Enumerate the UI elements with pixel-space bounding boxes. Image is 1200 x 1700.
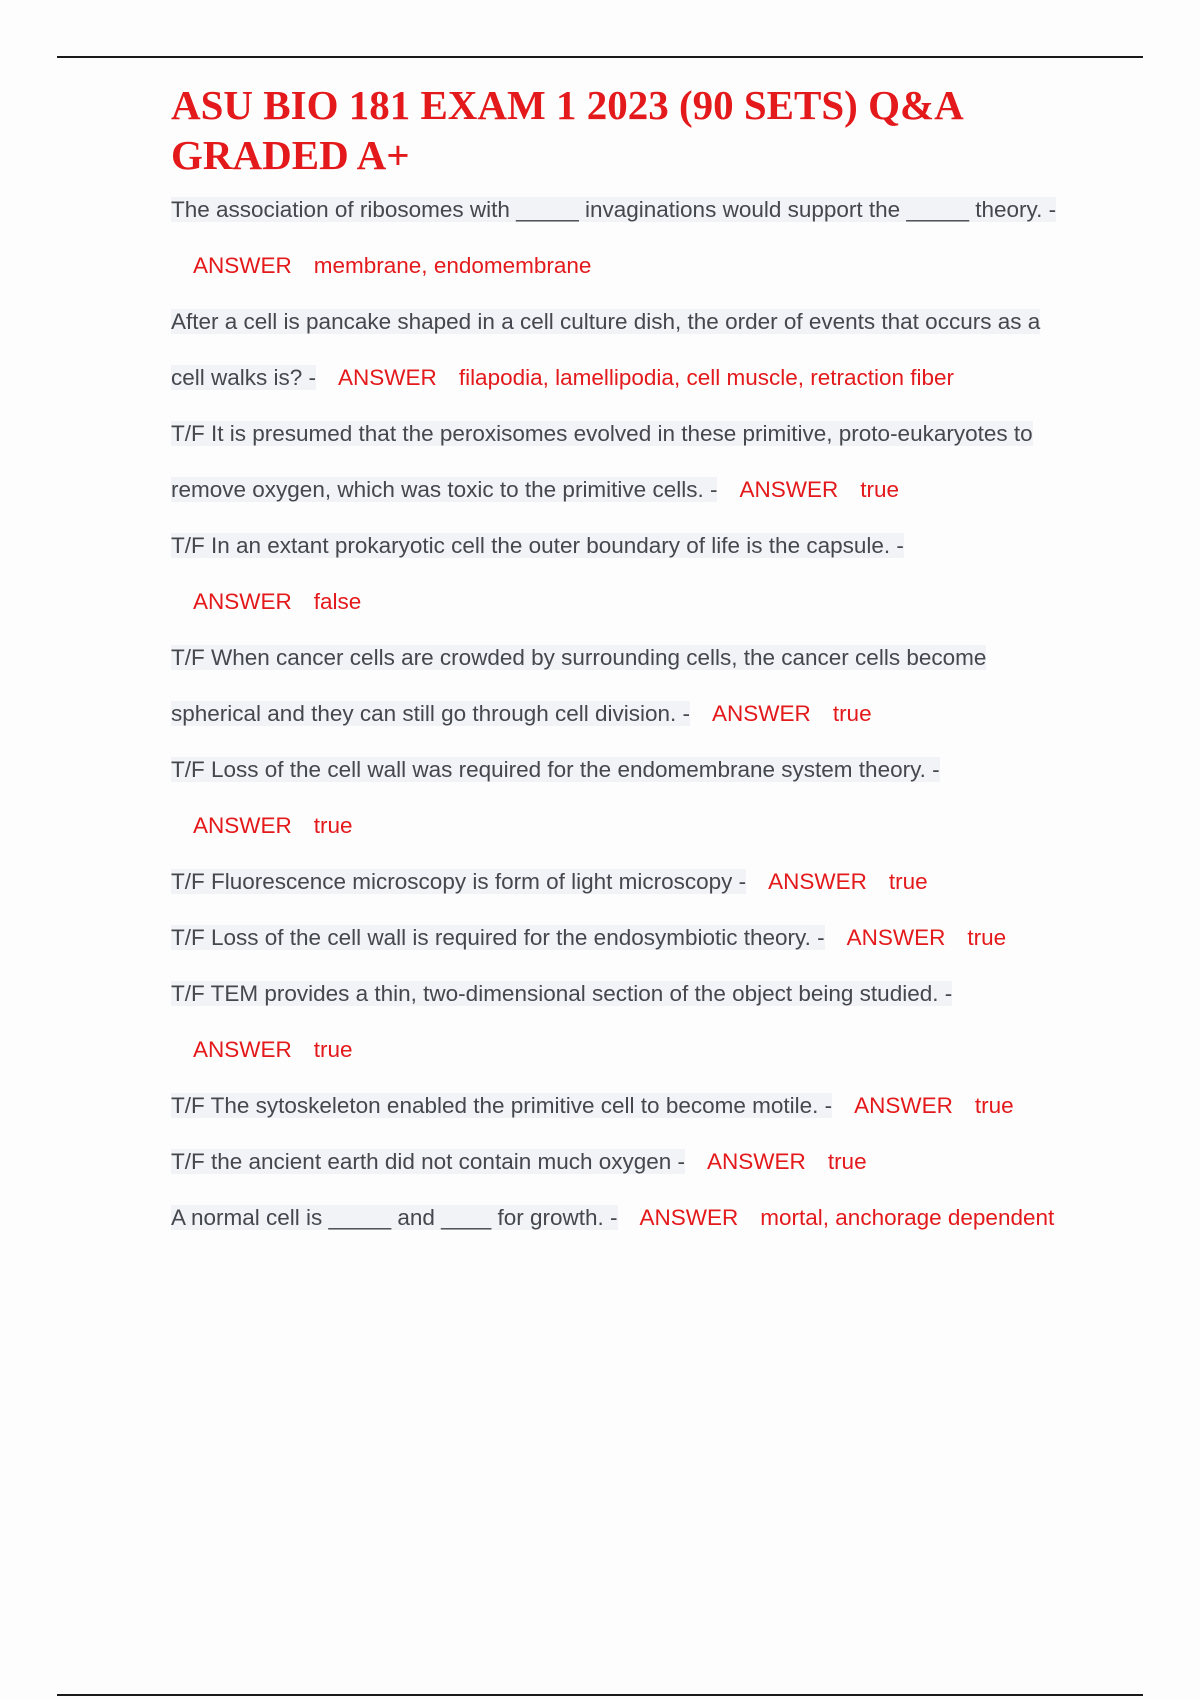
qa-item: [171, 518, 1071, 630]
top-rule: [57, 56, 1143, 58]
qa-item: [171, 1134, 1071, 1190]
question-text: T/F When cancer cells are crowded by surrounding cells, the cancer cells become spherical and they can still go through cell division.: [171, 645, 987, 726]
answer-label: ANSWER: [712, 701, 811, 726]
question-separator: -: [676, 701, 691, 726]
question-text: T/F In an extant prokaryotic cell the outer boundary of life is the capsule.: [171, 533, 891, 558]
answer-label: ANSWER: [193, 253, 292, 278]
qa-item: [171, 966, 1071, 1078]
question-text: T/F Loss of the cell wall was required for the endomembrane system theory.: [171, 757, 926, 782]
bottom-rule: [57, 1694, 1143, 1696]
answer-text: false: [313, 589, 362, 614]
qa-item: [171, 1190, 1071, 1246]
question-separator: -: [732, 869, 747, 894]
answer-text: true: [832, 701, 872, 726]
question-separator: -: [302, 365, 317, 390]
question-text: T/F the ancient earth did not contain much oxygen: [171, 1149, 672, 1174]
answer-label: ANSWER: [338, 365, 437, 390]
answer-text: membrane, endomembrane: [313, 253, 592, 278]
question-text: A normal cell is _____ and ____ for growth.: [171, 1205, 604, 1230]
qa-item: [171, 910, 1071, 966]
answer-text: filapodia, lamellipodia, cell muscle, retraction fiber: [458, 365, 955, 390]
question-text: T/F It is presumed that the peroxisomes evolved in these primitive, proto-eukaryotes to remove oxygen, which was toxic to the primitive cells.: [171, 421, 1033, 502]
answer-label: ANSWER: [639, 1205, 739, 1230]
question-separator: -: [938, 981, 953, 1006]
answer-text: true: [860, 477, 900, 502]
question-separator: -: [703, 477, 718, 502]
question-text: T/F TEM provides a thin, two-dimensional section of the object being studied.: [171, 981, 939, 1006]
answer-label: ANSWER: [193, 1037, 292, 1062]
question-text: T/F The sytoskeleton enabled the primitive cell to become motile.: [171, 1093, 819, 1118]
qa-item: [171, 406, 1071, 518]
answer-label: ANSWER: [193, 813, 292, 838]
answer-text: true: [827, 1149, 867, 1174]
answer-text: true: [313, 813, 353, 838]
answer-label: ANSWER: [707, 1149, 806, 1174]
answer-label: ANSWER: [193, 589, 292, 614]
qa-item: [171, 742, 1071, 854]
question-text: After a cell is pancake shaped in a cell culture dish, the order of events that occurs as a cell walks is?: [171, 309, 1041, 390]
question-separator: -: [818, 1093, 833, 1118]
qa-item: [171, 294, 1071, 406]
answer-text: true: [967, 925, 1007, 950]
question-separator: -: [1042, 197, 1057, 222]
answer-text: mortal, anchorage dependent: [760, 1205, 1055, 1230]
question-separator: -: [671, 1149, 686, 1174]
question-text: T/F Fluorescence microscopy is form of light microscopy: [171, 869, 733, 894]
answer-label: ANSWER: [854, 1093, 953, 1118]
qa-item: [171, 1078, 1071, 1134]
question-separator: -: [810, 925, 825, 950]
answer-label: ANSWER: [846, 925, 946, 950]
qa-item: [171, 182, 1071, 294]
question-separator: -: [925, 757, 940, 782]
qa-list: [171, 182, 1071, 1246]
document-title: ASU BIO 181 EXAM 1 2023 (90 SETS) Q&A GRADED A+: [171, 82, 962, 178]
qa-item: [171, 854, 1071, 910]
answer-text: true: [974, 1093, 1014, 1118]
question-separator: -: [603, 1205, 618, 1230]
answer-text: true: [313, 1037, 353, 1062]
question-text: The association of ribosomes with _____ invaginations would support the _____ theory.: [171, 197, 1043, 222]
answer-label: ANSWER: [739, 477, 839, 502]
document-body: [171, 80, 1071, 1246]
answer-label: ANSWER: [768, 869, 867, 894]
qa-item: [171, 630, 1071, 742]
question-separator: -: [890, 533, 904, 558]
answer-text: true: [888, 869, 928, 894]
question-text: T/F Loss of the cell wall is required for the endosymbiotic theory.: [171, 925, 811, 950]
